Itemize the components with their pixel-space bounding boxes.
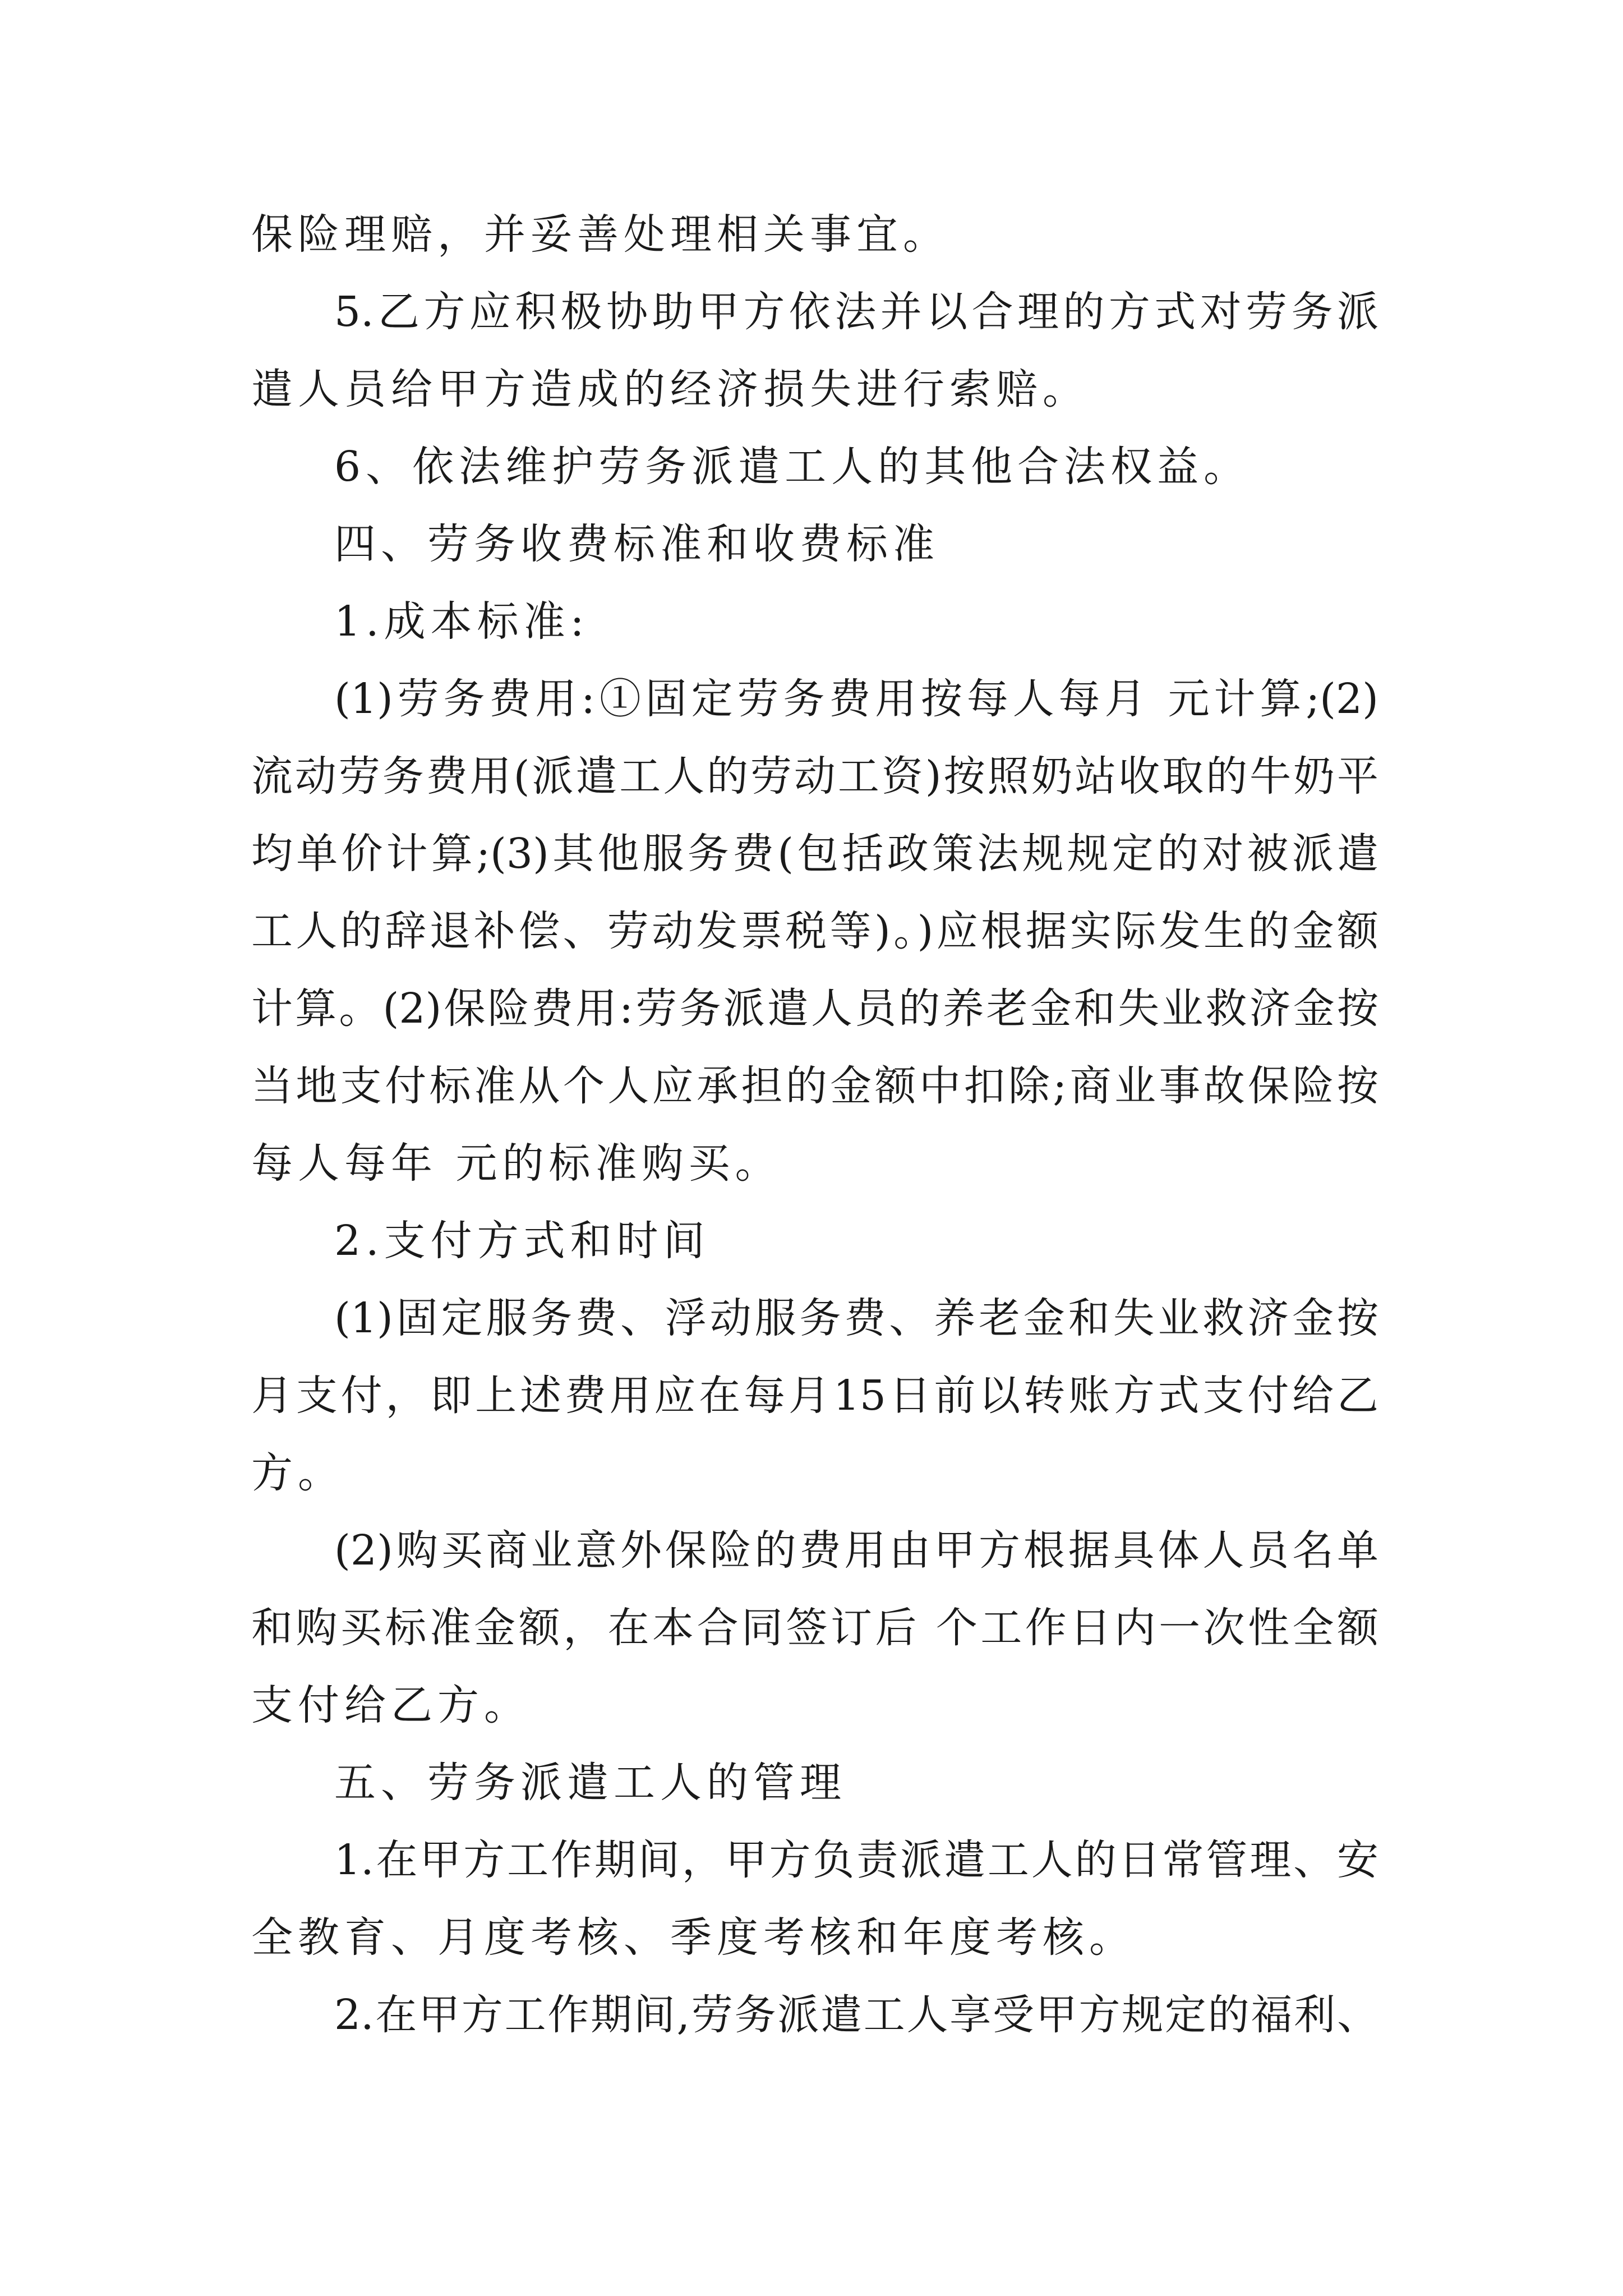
text-line: 1.在甲方工作期间，甲方负责派遣工人的日常管理、安: [334, 1836, 1378, 1884]
text-line: 6、依法维护劳务派遣工人的其他合法权益。: [334, 443, 1251, 491]
section-heading: 四、劳务收费标准和收费标准: [334, 520, 939, 568]
text-line: 全教育、月度考核、季度考核和年度考核。: [251, 1913, 1136, 1962]
subsection-heading: 2.支付方式和时间: [334, 1217, 710, 1265]
subsection-heading: 1.成本标准:: [334, 597, 589, 646]
text-line: 当地支付标准从个人应承担的金额中扣除;商业事故保险按: [251, 1062, 1378, 1110]
text-line: 5.乙方应积极协助甲方依法并以合理的方式对劳务派: [334, 288, 1378, 336]
text-line: 和购买标准金额，在本合同签订后 个工作日内一次性全额: [251, 1604, 1378, 1652]
text-line: 计算。(2)保险费用:劳务派遣人员的养老金和失业救济金按: [251, 984, 1378, 1033]
text-line: 工人的辞退补偿、劳动发票税等)。)应根据实际发生的金额: [251, 907, 1378, 955]
text-line: 每人每年 元的标准购买。: [251, 1139, 782, 1188]
text-line: 遣人员给甲方造成的经济损失进行索赔。: [251, 365, 1089, 413]
text-line: (1)固定服务费、浮动服务费、养老金和失业救济金按: [334, 1294, 1378, 1342]
text-line: (2)购买商业意外保险的费用由甲方根据具体人员名单: [334, 1526, 1378, 1575]
text-line: 2.在甲方工作期间,劳务派遣工人享受甲方规定的福利、: [334, 1991, 1378, 2039]
text-line: 均单价计算;(3)其他服务费(包括政策法规规定的对被派遣: [251, 830, 1378, 878]
section-heading: 五、劳务派遣工人的管理: [334, 1759, 846, 1807]
text-line: 保险理赔，并妥善处理相关事宜。: [251, 210, 949, 259]
text-line: 流动劳务费用(派遣工人的劳动工资)按照奶站收取的牛奶平: [251, 752, 1378, 800]
text-line: 支付给乙方。: [251, 1681, 531, 1729]
text-line: 方。: [251, 1449, 344, 1497]
text-line: (1)劳务费用:①固定劳务费用按每人每月 元计算;(2): [334, 675, 1378, 723]
text-line: 月支付，即上述费用应在每月15日前以转账方式支付给乙: [251, 1372, 1378, 1420]
